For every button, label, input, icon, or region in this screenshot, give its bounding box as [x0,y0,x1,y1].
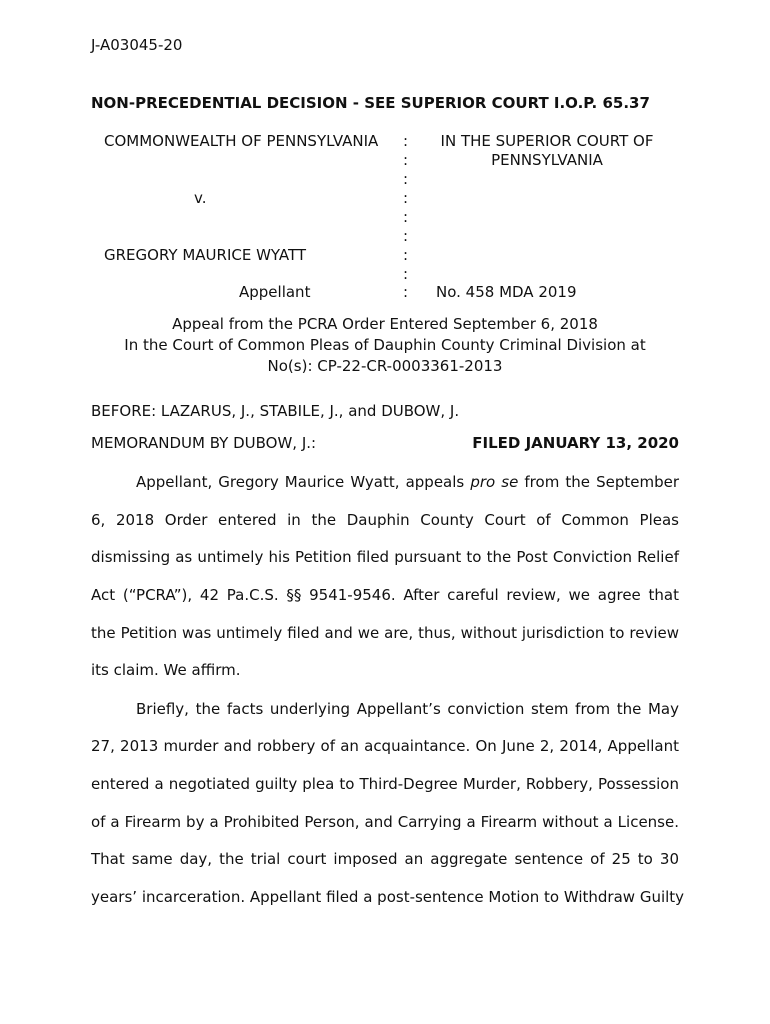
filed-date: FILED JANUARY 13, 2020 [472,434,679,452]
court-name: IN THE SUPERIOR COURT OF PENNSYLVANIA [440,132,654,169]
appeal-line: Appeal from the PCRA Order Entered September 6, 2018 [172,315,598,333]
caption-colon: : [403,151,409,169]
body-line: dismissing as untimely his Petition filed pursuant to the Post Conviction Relief [91,548,679,566]
body-line: Appellant, Gregory Maurice Wyatt, appeals pro se from the September [136,473,679,491]
body-line: its claim. We affirm. [91,661,241,679]
memorandum-author: MEMORANDUM BY DUBOW, J.: [91,434,317,452]
plaintiff-name: COMMONWEALTH OF PENNSYLVANIA [104,132,379,150]
body-line: Briefly, the facts underlying Appellant’s conviction stem from the May [136,700,679,718]
caption-colon: : [403,227,409,245]
body-line: the Petition was untimely filed and we are, thus, without jurisdiction to review [91,624,679,642]
document-id: J-A03045-20 [91,36,183,54]
body-line: Act (“PCRA”), 42 Pa.C.S. §§ 9541-9546. After careful review, we agree that [91,586,679,604]
body-line: years’ incarceration. Appellant filed a post-sentence Motion to Withdraw Guilty [91,888,685,906]
caption-colon: : [403,283,409,301]
appeal-info [91,314,679,377]
appellant-role: Appellant [239,283,311,301]
caption-colon: : [403,132,409,150]
caption-colon: : [403,189,409,207]
panel-before: BEFORE: LAZARUS, J., STABILE, J., and DUBOW, J. [91,402,460,420]
appeal-line: No(s): CP-22-CR-0003361-2013 [267,357,503,375]
body-line: entered a negotiated guilty plea to Third-Degree Murder, Robbery, Possession [91,775,679,793]
body-line: of a Firearm by a Prohibited Person, and Carrying a Firearm without a License. [91,813,679,831]
decision-notice: NON-PRECEDENTIAL DECISION - SEE SUPERIOR COURT I.O.P. 65.37 [91,94,650,112]
versus-label: v. [194,189,207,207]
body-line: That same day, the trial court imposed an aggregate sentence of 25 to 30 [91,850,679,868]
caption-colon: : [403,246,409,264]
caption-colon: : [403,170,409,188]
appeal-line: In the Court of Common Pleas of Dauphin County Criminal Division at [124,336,646,354]
body-line: 6, 2018 Order entered in the Dauphin County Court of Common Pleas [91,511,679,529]
defendant-name: GREGORY MAURICE WYATT [104,246,307,264]
docket-number: No. 458 MDA 2019 [436,283,577,301]
caption-colon: : [403,208,409,226]
caption-colon: : [403,265,409,283]
body-line: 27, 2013 murder and robbery of an acquaintance. On June 2, 2014, Appellant [91,737,679,755]
